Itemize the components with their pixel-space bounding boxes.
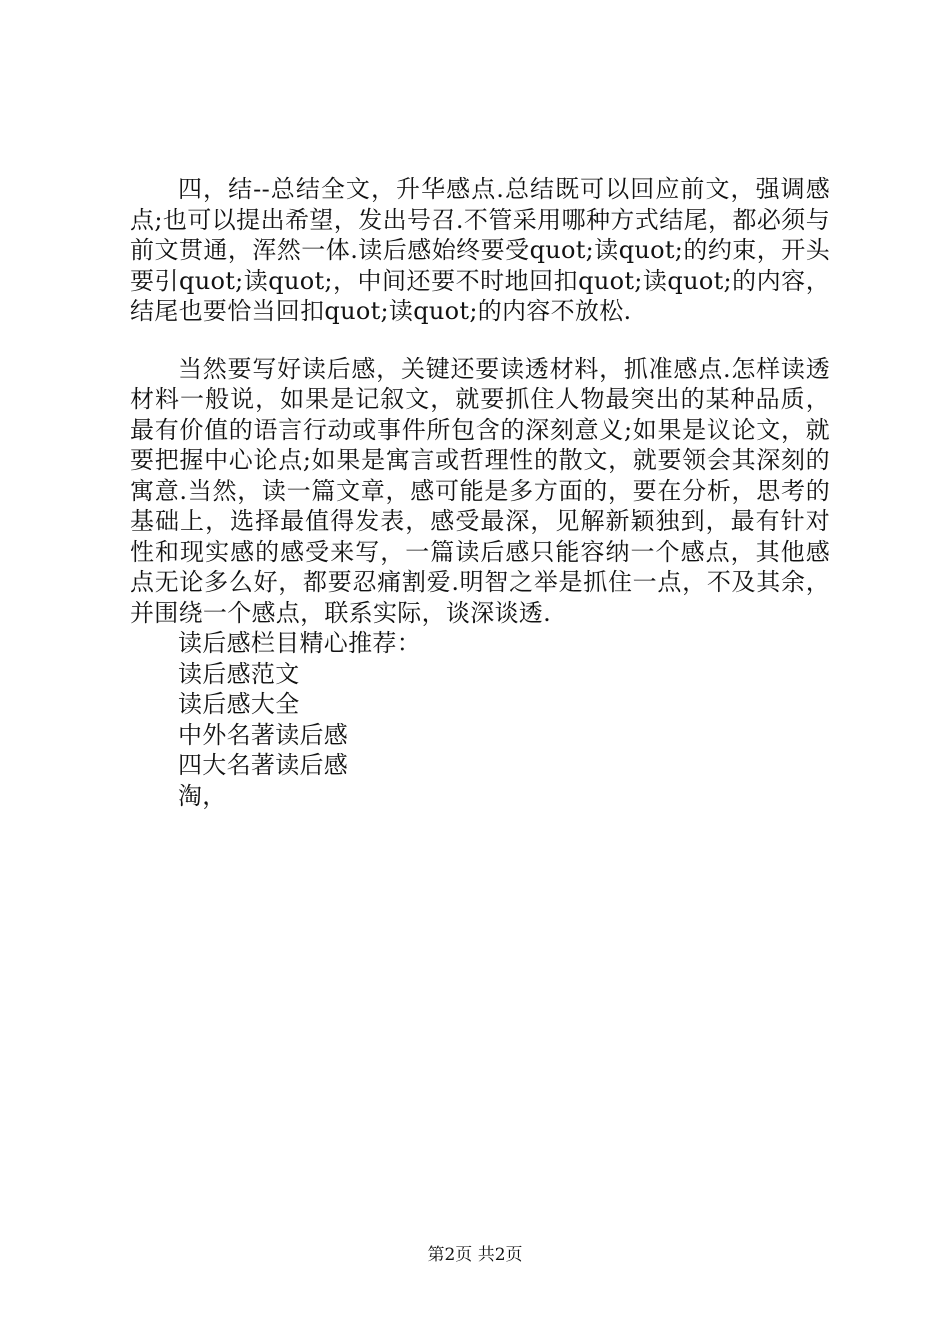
recommend-link-collection[interactable]: 读后感大全 (178, 690, 300, 718)
paragraph-reading-tips: 当然要写好读后感，关键还要读透材料，抓准感点.怎样读透材料一般说，如果是记叙文，就要抓住人物最突出的某种品质，最有价值的语言行动或事件所包含的深刻意义;如果是议论文，就要把握中心论点;如果是寓言或哲理性的散文，就要领会其深刻的寓意.当然，读一篇文章，感可能是多方面的，要在分析，思考的基础上，选择最值得发表，感受最深，见解新颖独到，最有针对性和现实感的感受来写，一篇读后感只能容纳一个感点，其他感点无论多么好，都要忍痛割爱.明智之举是抓住一点，不及其余，并围绕一个感点，联系实际，谈深谈透. (130, 354, 830, 627)
recommend-link-classics[interactable]: 中外名著读后感 (178, 720, 349, 749)
paragraph-conclusion: 四，结--总结全文，升华感点.总结既可以回应前文，强调感点;也可以提出希望，发出号召.不管采用哪种方式结尾，都必须与前文贯通，浑然一体.读后感始终要受quot;读quot;的约束，开头要引quot;读quot;，中间还要不时地回扣quot;读quot;的内容，结尾也要恰当回扣quot;读quot;的内容不放松. (130, 175, 830, 325)
document-body (130, 174, 830, 811)
recommend-heading: 读后感栏目精心推荐： (178, 629, 421, 657)
recommend-link-four-classics[interactable]: 四大名著读后感 (178, 751, 349, 779)
recommend-list (130, 628, 830, 811)
page-number: 第2页 共2页 (427, 1245, 523, 1265)
trailing-text: 淘， (178, 781, 227, 810)
recommend-link-essay[interactable]: 读后感范文 (178, 659, 300, 688)
